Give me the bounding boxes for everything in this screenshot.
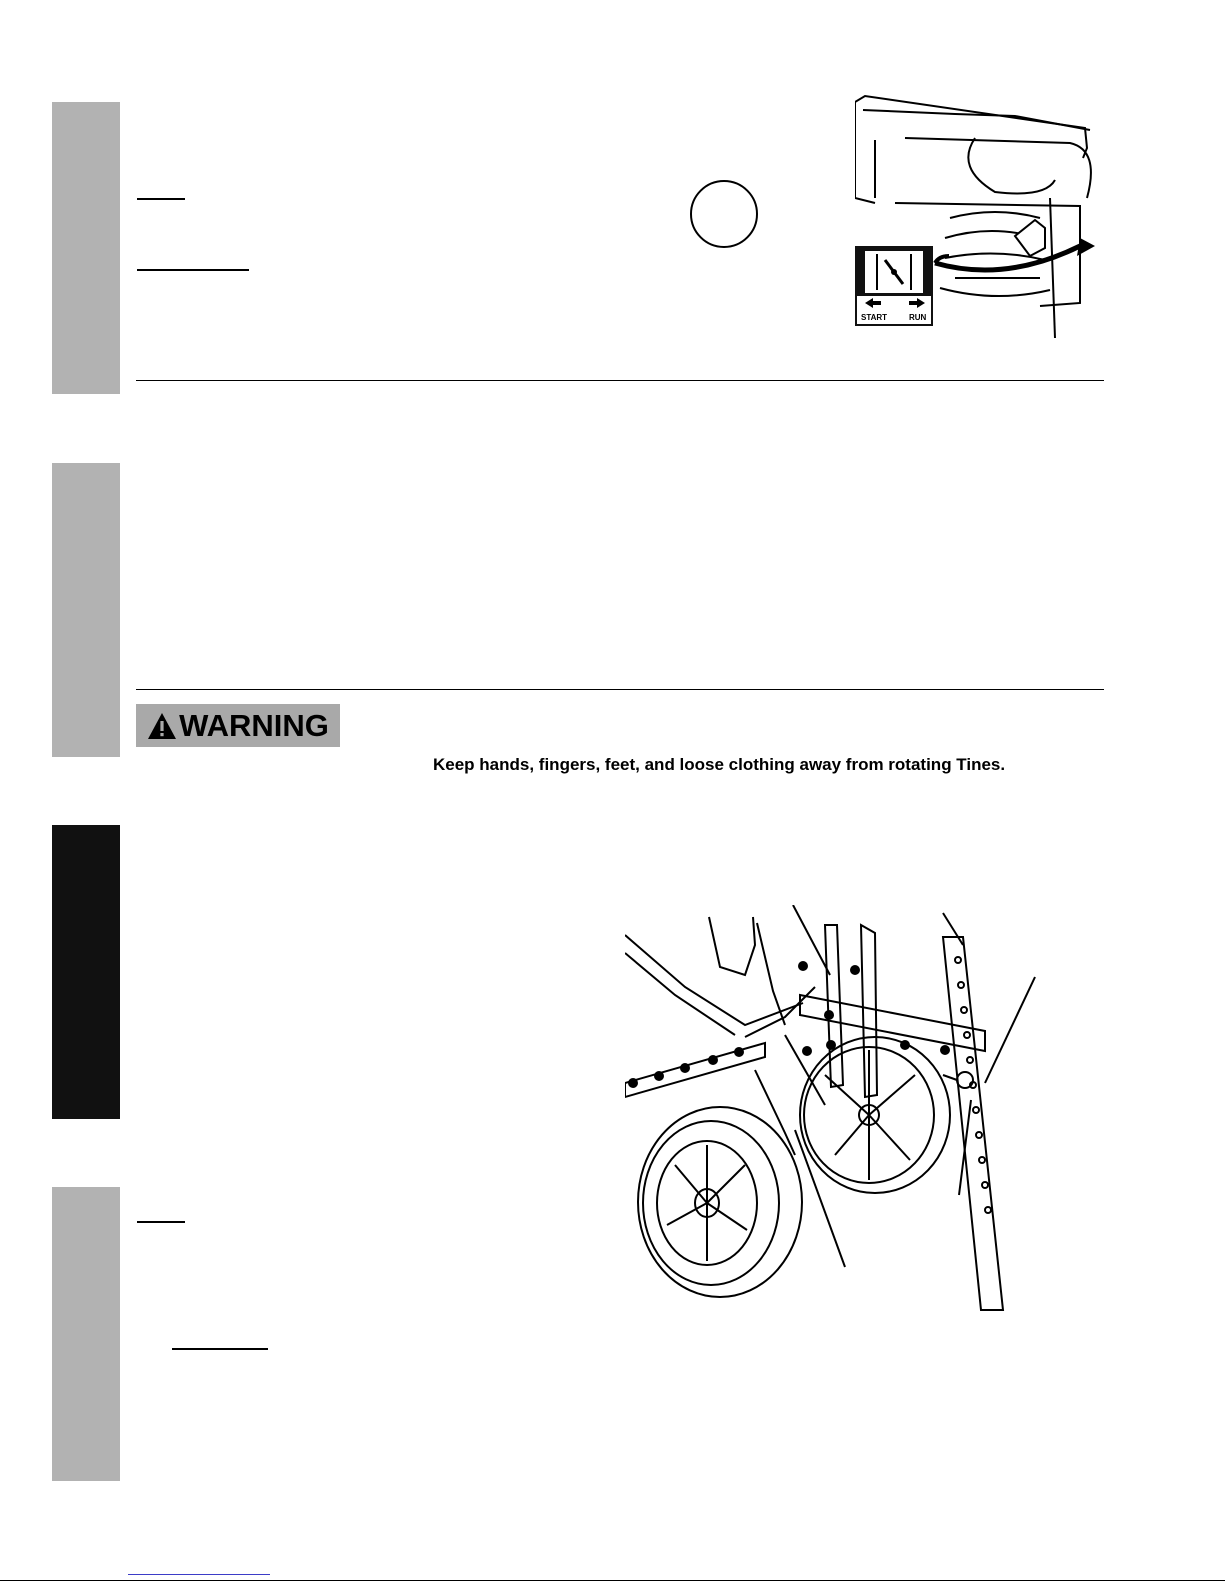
note-underline-2 (137, 1221, 185, 1223)
warning-label: WARNING (179, 708, 329, 743)
figure-callout-circle (690, 180, 758, 248)
tiller-wheel-assembly-illustration (625, 905, 1045, 1325)
section-tab-active (52, 825, 120, 1119)
caution-underline-2 (172, 1348, 268, 1350)
section-divider-2 (136, 689, 1104, 690)
decal-run-label: RUN (909, 313, 927, 322)
decal-start-label: START (861, 313, 888, 322)
note-underline-1 (137, 198, 185, 200)
section-tab-4 (52, 1187, 120, 1481)
caution-underline-1 (137, 269, 249, 271)
warning-badge (136, 704, 340, 747)
section-tab-1 (52, 102, 120, 394)
warning-message: Keep hands, fingers, feet, and loose clothing away from rotating Tines. (433, 755, 1006, 774)
section-divider-1 (136, 380, 1104, 381)
choke-lever-illustration (855, 88, 1105, 343)
section-tab-2 (52, 463, 120, 757)
warning-triangle-icon (147, 711, 177, 741)
footer-link-underline (128, 1574, 270, 1575)
footer-rule (0, 1580, 1225, 1581)
